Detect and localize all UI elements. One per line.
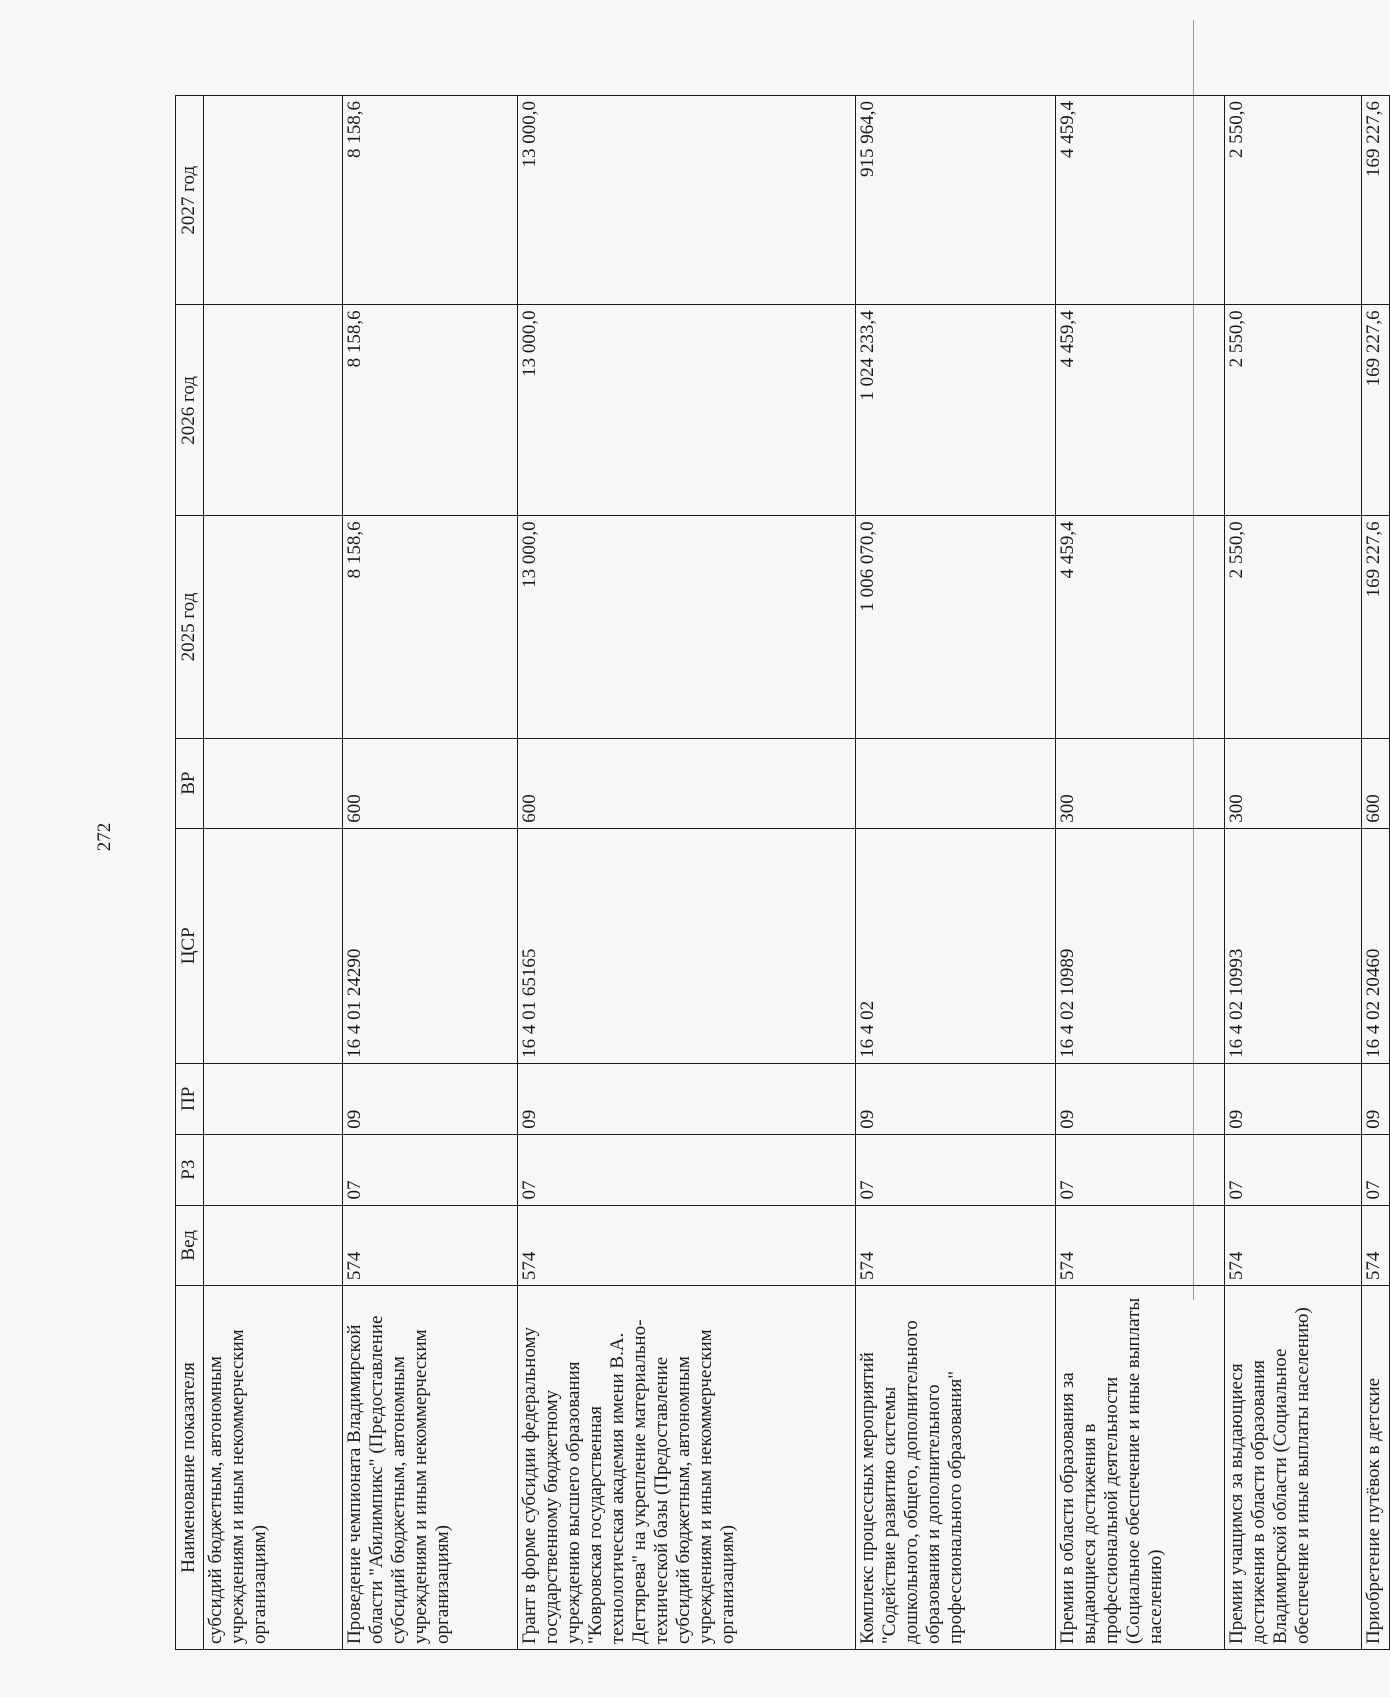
table-row [518, 96, 856, 1650]
cell-2027 [204, 96, 343, 305]
cell-2025 [204, 516, 343, 738]
cell-vr: 300 [1225, 738, 1362, 828]
cell-rz: 07 [856, 1134, 1056, 1205]
rotated-table-wrapper [175, 95, 1384, 1650]
cell-pr: 09 [343, 1063, 518, 1134]
cell-2026 [204, 305, 343, 516]
cell-ved: 574 [1225, 1205, 1362, 1286]
table-row [1056, 96, 1225, 1650]
cell-csr [204, 828, 343, 1063]
cell-2025: 169 227,6 [1362, 516, 1390, 738]
cell-name: Комплекс процессных мероприятий "Содействие развитию системы дошкольного, общего, дополнительного образования и дополнительного профессионального образования" [856, 1286, 1056, 1650]
header-2026: 2026 год [176, 305, 204, 516]
cell-name: Проведение чемпионата Владимирской области "Абилимпикс" (Предоставление субсидий бюджетным, автономным учреждениям и иным некоммерческим организациям) [343, 1286, 518, 1650]
table-header-row [176, 96, 204, 1650]
cell-rz: 07 [1225, 1134, 1362, 1205]
cell-2025: 8 158,6 [343, 516, 518, 738]
cell-rz: 07 [518, 1134, 856, 1205]
table-row [856, 96, 1056, 1650]
header-ved: Вед [176, 1205, 204, 1286]
cell-pr: 09 [1225, 1063, 1362, 1134]
cell-name: Грант в форме субсидии федеральному государственному бюджетному учреждению высшего образования "Ковровская государственная технологическая академия имени В.А. Дегтярева" на укрепление материально-технической базы (Предоставление субсидий бюджетным, автономным учреждениям и иным некоммерческим организациям) [518, 1286, 856, 1650]
cell-rz [204, 1134, 343, 1205]
cell-2026: 4 459,4 [1056, 305, 1225, 516]
table-row [343, 96, 518, 1650]
header-rz: РЗ [176, 1134, 204, 1205]
header-csr: ЦСР [176, 828, 204, 1063]
cell-name: Приобретение путёвок в детские [1362, 1286, 1390, 1650]
cell-rz: 07 [1056, 1134, 1225, 1205]
cell-2026: 13 000,0 [518, 305, 856, 516]
cell-pr: 09 [1056, 1063, 1225, 1134]
cell-ved [204, 1205, 343, 1286]
cell-pr [204, 1063, 343, 1134]
cell-2025: 2 550,0 [1225, 516, 1362, 738]
cell-csr: 16 4 02 20460 [1362, 828, 1390, 1063]
header-vr: ВР [176, 738, 204, 828]
cell-ved: 574 [343, 1205, 518, 1286]
cell-rz: 07 [343, 1134, 518, 1205]
cell-ved: 574 [856, 1205, 1056, 1286]
cell-2027: 4 459,4 [1056, 96, 1225, 305]
header-2027: 2027 год [176, 96, 204, 305]
cell-ved: 574 [518, 1205, 856, 1286]
cell-vr: 300 [1056, 738, 1225, 828]
cell-2026: 2 550,0 [1225, 305, 1362, 516]
header-2025: 2025 год [176, 516, 204, 738]
cell-2027: 2 550,0 [1225, 96, 1362, 305]
cell-2025: 1 006 070,0 [856, 516, 1056, 738]
cell-pr: 09 [1362, 1063, 1390, 1134]
cell-2027: 915 964,0 [856, 96, 1056, 305]
cell-name: субсидий бюджетным, автономным учреждениям и иным некоммерческим организациям) [204, 1286, 343, 1650]
cell-2026: 169 227,6 [1362, 305, 1390, 516]
table-row [1362, 96, 1390, 1650]
cell-ved: 574 [1056, 1205, 1225, 1286]
header-name: Наименование показателя [176, 1286, 204, 1650]
cell-csr: 16 4 02 [856, 828, 1056, 1063]
cell-2026: 1 024 233,4 [856, 305, 1056, 516]
cell-2027: 8 158,6 [343, 96, 518, 305]
cell-name: Премии в области образования за выдающиеся достижения в профессиональной деятельности (Социальное обеспечение и иные выплаты населению) [1056, 1286, 1225, 1650]
cell-name: Премии учащимся за выдающиеся достижения в области образования Владимирской области (Социальное обеспечение и иные выплаты населению) [1225, 1286, 1362, 1650]
cell-ved: 574 [1362, 1205, 1390, 1286]
cell-csr: 16 4 01 24290 [343, 828, 518, 1063]
header-pr: ПР [176, 1063, 204, 1134]
cell-2025: 13 000,0 [518, 516, 856, 738]
cell-vr: 600 [1362, 738, 1390, 828]
cell-vr [856, 738, 1056, 828]
cell-2027: 169 227,6 [1362, 96, 1390, 305]
budget-table [175, 95, 1390, 1650]
table-row [204, 96, 343, 1650]
cell-csr: 16 4 02 10989 [1056, 828, 1225, 1063]
cell-pr: 09 [856, 1063, 1056, 1134]
cell-rz: 07 [1362, 1134, 1390, 1205]
cell-csr: 16 4 01 65165 [518, 828, 856, 1063]
cell-csr: 16 4 02 10993 [1225, 828, 1362, 1063]
cell-vr: 600 [343, 738, 518, 828]
cell-pr: 09 [518, 1063, 856, 1134]
cell-vr: 600 [518, 738, 856, 828]
page-number: 272 [94, 822, 115, 852]
cell-2025: 4 459,4 [1056, 516, 1225, 738]
table-row [1225, 96, 1362, 1650]
cell-2026: 8 158,6 [343, 305, 518, 516]
cell-vr [204, 738, 343, 828]
cell-2027: 13 000,0 [518, 96, 856, 305]
